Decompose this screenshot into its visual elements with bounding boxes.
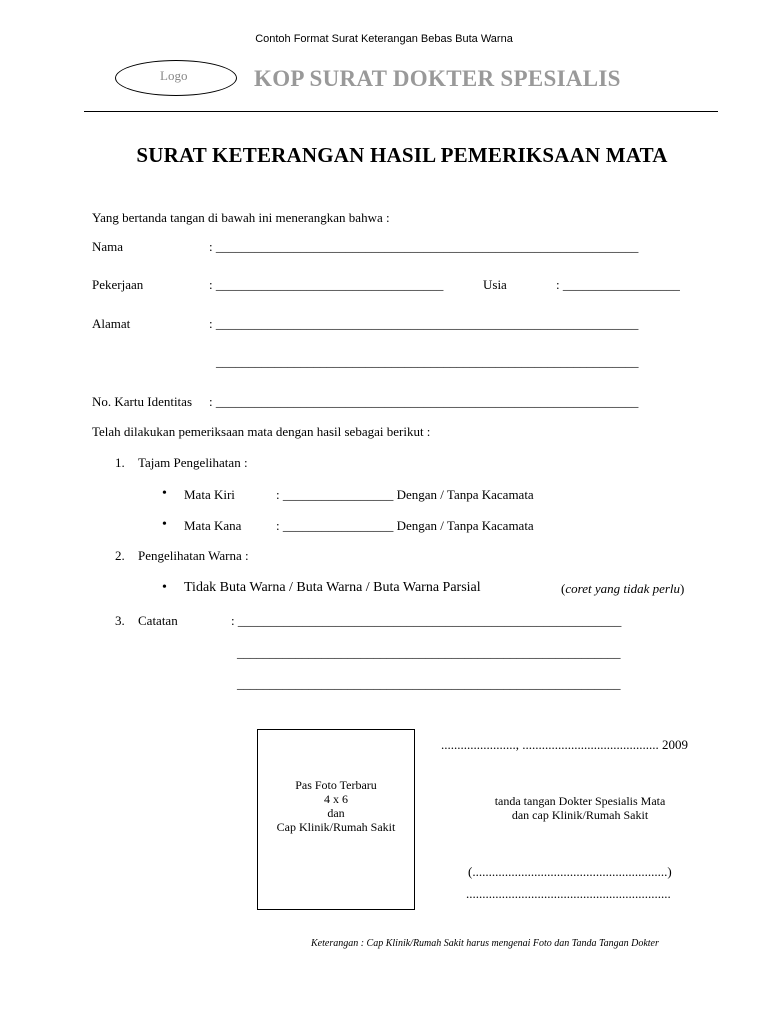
catatan-field-line3[interactable]: ___________________________________________________________ — [237, 676, 621, 691]
signature-caption-1: tanda tangan Dokter Spesialis Mata — [494, 794, 666, 808]
catatan-field-line2[interactable]: ___________________________________________________________ — [237, 645, 621, 660]
date-line[interactable]: ......................., .......................................... 2009 — [441, 737, 688, 752]
logo-label: Logo — [160, 68, 188, 83]
kartu-identitas-field[interactable]: : _________________________________________________________________ — [209, 394, 639, 409]
photo-line3: dan — [327, 806, 345, 820]
nama-label: Nama — [92, 239, 124, 254]
catatan-field[interactable]: : ___________________________________________________________ — [231, 613, 622, 628]
pekerjaan-label: Pekerjaan — [92, 277, 144, 292]
mata-kiri-field[interactable]: : _________________ Dengan / Tanpa Kacamata — [276, 487, 534, 502]
bullet-icon: • — [162, 486, 167, 501]
kartu-identitas-label: No. Kartu Identitas — [92, 394, 193, 409]
bullet-icon: • — [162, 580, 167, 595]
item3-number: 3. — [115, 613, 125, 628]
pekerjaan-field[interactable]: : ___________________________________ — [209, 277, 444, 292]
usia-label: Usia — [483, 277, 507, 292]
photo-line2: 4 x 6 — [324, 792, 348, 806]
exam-intro: Telah dilakukan pemeriksaan mata dengan hasil sebagai berikut : — [92, 424, 431, 439]
tajam-pengelihatan-label: Tajam Pengelihatan : — [138, 455, 248, 470]
color-note — [561, 581, 684, 597]
photo-line1: Pas Foto Terbaru — [295, 778, 377, 792]
item1-number: 1. — [115, 455, 125, 470]
color-note-open: ( — [561, 581, 566, 596]
signature-id-line[interactable]: ............................................................... — [466, 886, 671, 901]
nama-field[interactable]: : _________________________________________________________________ — [209, 239, 639, 254]
photo-box — [257, 729, 415, 910]
bullet-icon: • — [162, 517, 167, 532]
letterhead-title: KOP SURAT DOKTER SPESIALIS — [254, 66, 621, 91]
header-divider — [84, 111, 718, 112]
mata-kanan-label: Mata Kana — [184, 518, 242, 533]
usia-field[interactable]: : __________________ — [556, 277, 680, 292]
signature-caption-2: dan cap Klinik/Rumah Sakit — [511, 808, 649, 822]
mata-kanan-field[interactable]: : _________________ Dengan / Tanpa Kacamata — [276, 518, 534, 533]
document-title: SURAT KETERANGAN HASIL PEMERIKSAAN MATA — [136, 143, 668, 167]
catatan-label: Catatan — [138, 613, 178, 628]
color-vision-options[interactable]: Tidak Buta Warna / Buta Warna / Buta Warna Parsial — [184, 580, 481, 595]
item2-number: 2. — [115, 548, 125, 563]
signature-name-line[interactable]: (............................................................) — [468, 864, 672, 879]
intro-text: Yang bertanda tangan di bawah ini menerangkan bahwa : — [92, 210, 390, 225]
color-note-text: coret yang tidak perlu — [565, 581, 681, 596]
alamat-label: Alamat — [92, 316, 131, 331]
photo-line4: Cap Klinik/Rumah Sakit — [276, 820, 396, 834]
alamat-field[interactable]: : _________________________________________________________________ — [209, 316, 639, 331]
page-caption: Contoh Format Surat Keterangan Bebas Buta Warna — [255, 33, 513, 45]
pengelihatan-warna-label: Pengelihatan Warna : — [138, 548, 249, 563]
color-note-close: ) — [680, 581, 685, 596]
footer-note: Keterangan : Cap Klinik/Rumah Sakit harus mengenai Foto dan Tanda Tangan Dokter — [311, 938, 659, 949]
photo-instructions — [258, 778, 414, 834]
mata-kiri-label: Mata Kiri — [184, 487, 235, 502]
alamat-field-line2[interactable]: _________________________________________________________________ — [216, 354, 639, 369]
